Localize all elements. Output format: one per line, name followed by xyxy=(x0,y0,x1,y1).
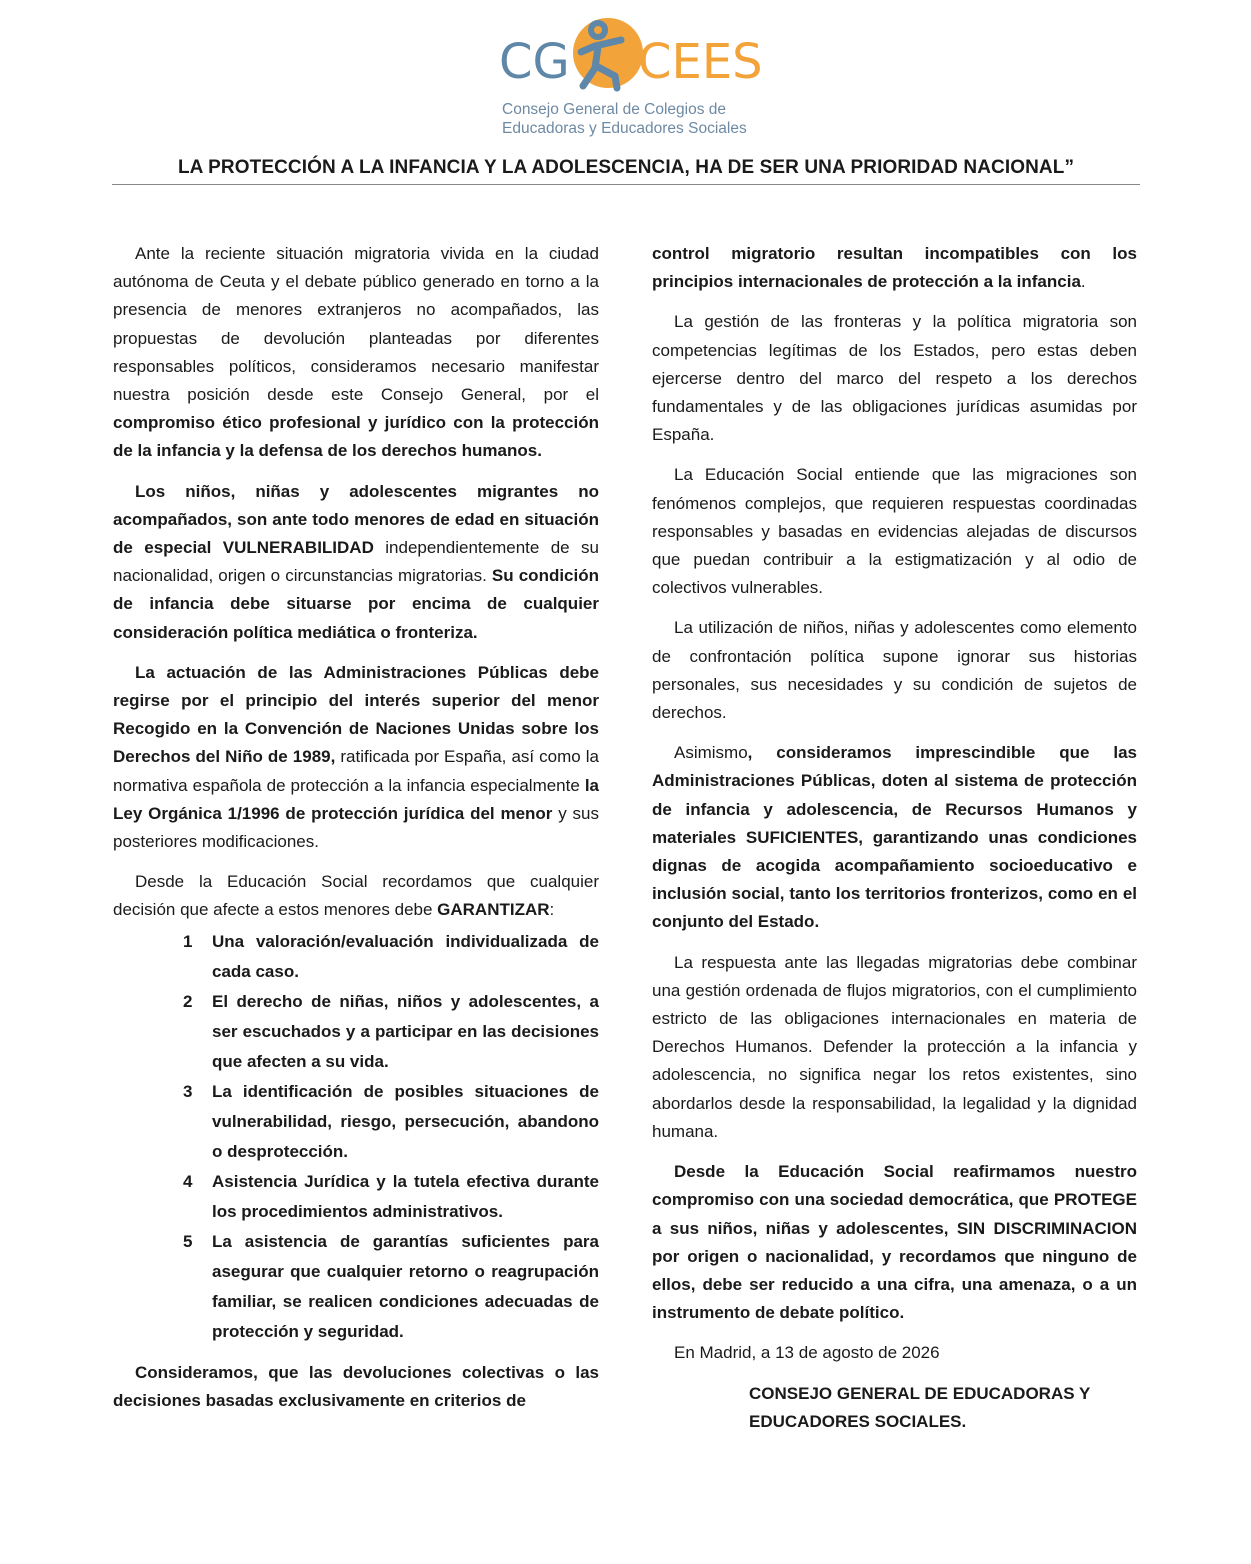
list-item: 2 El derecho de niñas, niños y adolescentes, a ser escuchados y a participar en las decisiones que afecten a su vida. xyxy=(183,991,599,1071)
paragraph-response: La respuesta ante las llegadas migratorias debe combinar una gestión ordenada de flujos migratorios, con el cumplimiento estricto de las obligaciones internacionales en materia de Derechos Humanos. Defender la protección a la infancia y adolescencia, no significa negar los retos existentes, sino abordarlos desde la responsabilidad, la legalidad y la dignidad humana. xyxy=(652,952,1137,1141)
paragraph-guarantee: Desde la Educación Social recordamos que cualquier decisión que afecte a estos menores debe GARANTIZAR: xyxy=(113,872,599,920)
list-item: 4 Asistencia Jurídica y la tutela efectiva durante los procedimientos administrativos. xyxy=(183,1171,599,1221)
signature-line1: CONSEJO GENERAL DE EDUCADORAS Y xyxy=(749,1383,1091,1403)
right-column xyxy=(652,240,1137,1436)
paragraph-social-education: La Educación Social entiende que las migraciones son fenómenos complejos, que requieren respuestas coordinadas responsables y basadas en evidencias alejadas de discursos que puedan contribuir a la estigmatización y al odio de colectivos vulnerables. xyxy=(652,465,1137,598)
title-divider xyxy=(112,184,1140,185)
list-item: 5 La asistencia de garantías suficientes para asegurar que cualquier retorno o reagrupación familiar, se realicen condiciones adecuadas de protección y seguridad. xyxy=(183,1231,599,1341)
signature-line2: EDUCADORES SOCIALES. xyxy=(749,1411,967,1431)
logo-subtitle-line1: Consejo General de Colegios de xyxy=(502,101,727,118)
paragraph-borders: La gestión de las fronteras y la política migratoria son competencias legítimas de los Estados, pero estas deben ejercerse dentro del marco del respeto a los derechos fundamentales y de las obligaciones jurídicas asumidas por España. xyxy=(652,312,1137,445)
logo-subtitle-line2: Educadoras y Educadores Sociales xyxy=(502,120,747,137)
list-item: 1 Una valoración/evaluación individualizada de cada caso. xyxy=(183,931,599,981)
paragraph-intro: Ante la reciente situación migratoria vivida en la ciudad autónoma de Ceuta y el debate público generado en torno a la presencia de menores extranjeros no acompañados, las propuestas de devolución planteadas por diferentes responsables políticos, consideramos necesario manifestar nuestra posición desde este Consejo General, por el compromiso ético profesional y jurídico con la protección de la infancia y la defensa de los derechos humanos. xyxy=(113,244,599,461)
left-column xyxy=(113,240,599,1427)
paragraph-resources: Asimismo, consideramos imprescindible que las Administraciones Públicas, doten al sistema de protección de infancia y adolescencia, de Recursos Humanos y materiales SUFICIENTES, garantizando unas condiciones dignas de acogida acompañamiento socioeducativo e inclusión social, tanto los territorios fronterizos, como en el conjunto del Estado. xyxy=(652,743,1137,932)
guarantees-list xyxy=(113,927,599,1347)
logo-emblem xyxy=(495,16,765,106)
paragraph-reaffirm: Desde la Educación Social reafirmamos nuestro compromiso con una sociedad democrática, que PROTEGE a sus niños, niñas y adolescentes, SIN DISCRIMINACION por origen o nacionalidad, y recordamos que ninguno de ellos, debe ser reducido a una cifra, una amenaza, o a un instrumento de debate político. xyxy=(652,1162,1137,1323)
paragraph-collective-returns: Consideramos, que las devoluciones colectivas o las decisiones basadas exclusivamente en criterios de xyxy=(113,1362,599,1410)
logo xyxy=(495,16,765,140)
paragraph-continuation: control migratorio resultan incompatibles con los principios internacionales de protección a la infancia. xyxy=(652,244,1137,292)
document-title: LA PROTECCIÓN A LA INFANCIA Y LA ADOLESCENCIA, HA DE SER UNA PRIORIDAD NACIONAL” xyxy=(177,157,1075,178)
paragraph-administrations: La actuación de las Administraciones Públicas debe regirse por el principio del interés superior del menor Recogido en la Convención de Naciones Unidas sobre los Derechos del Niño de 1989, ratificada por España, así como la normativa española de protección a la infancia especialmente la Ley Orgánica 1/1996 de protección jurídica del menor y sus posteriores modificaciones. xyxy=(113,662,600,852)
logo-initials-right: CEES xyxy=(638,34,763,90)
signature xyxy=(749,1380,1137,1436)
list-item: 3 La identificación de posibles situaciones de vulnerabilidad, riesgo, persecución, abandono o desprotección. xyxy=(183,1081,599,1161)
date-line: En Madrid, a 13 de agosto de 2026 xyxy=(674,1343,940,1363)
paragraph-political-use: La utilización de niños, niñas y adolescentes como elemento de confrontación política supone ignorar sus historias personales, sus necesidades y su condición de sujetos de derechos. xyxy=(652,618,1137,723)
logo-initials-left: CG xyxy=(499,34,570,90)
paragraph-vulnerability: Los niños, niñas y adolescentes migrantes no acompañados, son ante todo menores de edad en situación de especial VULNERABILIDAD independientemente de su nacionalidad, origen o circunstancias migratorias. Su condición de infancia debe situarse por encima de cualquier consideración política mediática o fronteriza. xyxy=(113,481,600,642)
